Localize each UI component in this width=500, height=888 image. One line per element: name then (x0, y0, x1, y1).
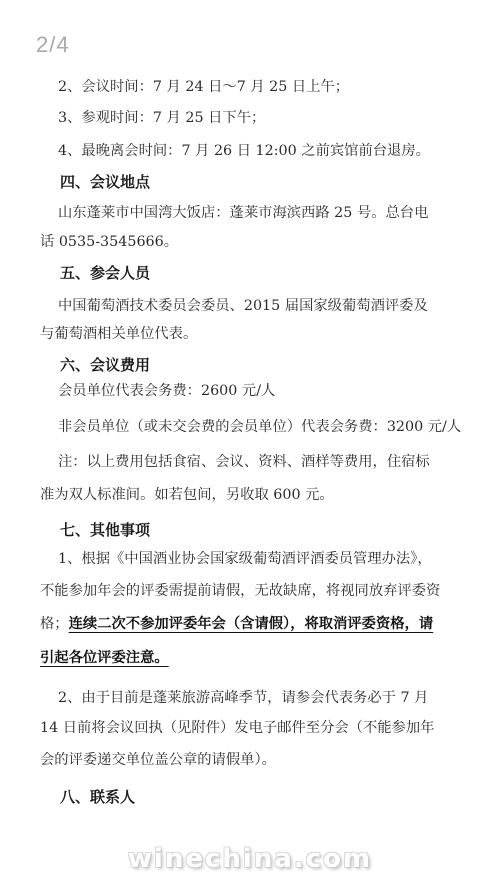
other-item1-line-3-plain: 格； (40, 616, 69, 632)
section-heading-attendees: 五、参会人员 (60, 264, 151, 282)
warning-text-emphasis-2: 引起各位评委注意。 (40, 650, 169, 666)
fee-note-line-2: 准为双人标准间。如若包间，另收取 600 元。 (40, 487, 334, 503)
section-heading-fees: 六、会议费用 (60, 356, 151, 374)
venue-line-1: 山东蓬莱市中国湾大饭店：蓬莱市海滨西路 25 号。总台电 (58, 205, 429, 221)
watermark-logo: winechina.com (127, 844, 373, 874)
attendees-line-1: 中国葡萄酒技术委员会委员、2015 届国家级葡萄酒评委及 (58, 298, 428, 314)
section-heading-venue: 四、会议地点 (60, 173, 151, 191)
warning-text-emphasis: 连续二次不参加评委年会（含请假），将取消评委资格，请 (68, 616, 434, 632)
visit-time-line: 3、参观时间：7 月 25 日下午； (58, 110, 266, 126)
checkout-time-line: 4、最晚离会时间：7 月 26 日 12:00 之前宾馆前台退房。 (58, 143, 430, 159)
other-item1-line-2: 不能参加年会的评委需提前请假，无故缺席，将视同放弃评委资 (40, 583, 441, 599)
other-item1-line-1: 1、根据《中国酒业协会国家级葡萄酒评酒委员管理办法》， (58, 551, 432, 567)
section-heading-contact: 八、联系人 (60, 788, 136, 806)
page-indicator: 2/4 (36, 32, 70, 57)
nonmember-fee-line: 非会员单位（或未交会费的会员单位）代表会务费：3200 元/人 (58, 419, 462, 435)
attendees-line-2: 与葡萄酒相关单位代表。 (40, 326, 198, 342)
other-item1-line-3 (40, 614, 433, 634)
other-item2-line-2: 14 日前将会议回执（见附件）发电子邮件至分会（不能参加年 (40, 720, 435, 736)
other-item2-line-1: 2、由于目前是蓬莱旅游高峰季节，请参会代表务必于 7 月 (58, 690, 429, 706)
member-fee-line: 会员单位代表会务费：2600 元/人 (58, 383, 276, 399)
fee-note-line-1: 注：以上费用包括食宿、会议、资料、酒样等费用，住宿标 (58, 454, 430, 470)
other-item2-line-3: 会的评委递交单位盖公章的请假单）。 (40, 752, 276, 768)
meeting-time-line: 2、会议时间：7 月 24 日～7 月 25 日上午； (58, 79, 350, 95)
venue-line-2: 话 0535-3545666。 (40, 234, 179, 250)
section-heading-other: 七、其他事项 (60, 521, 151, 539)
